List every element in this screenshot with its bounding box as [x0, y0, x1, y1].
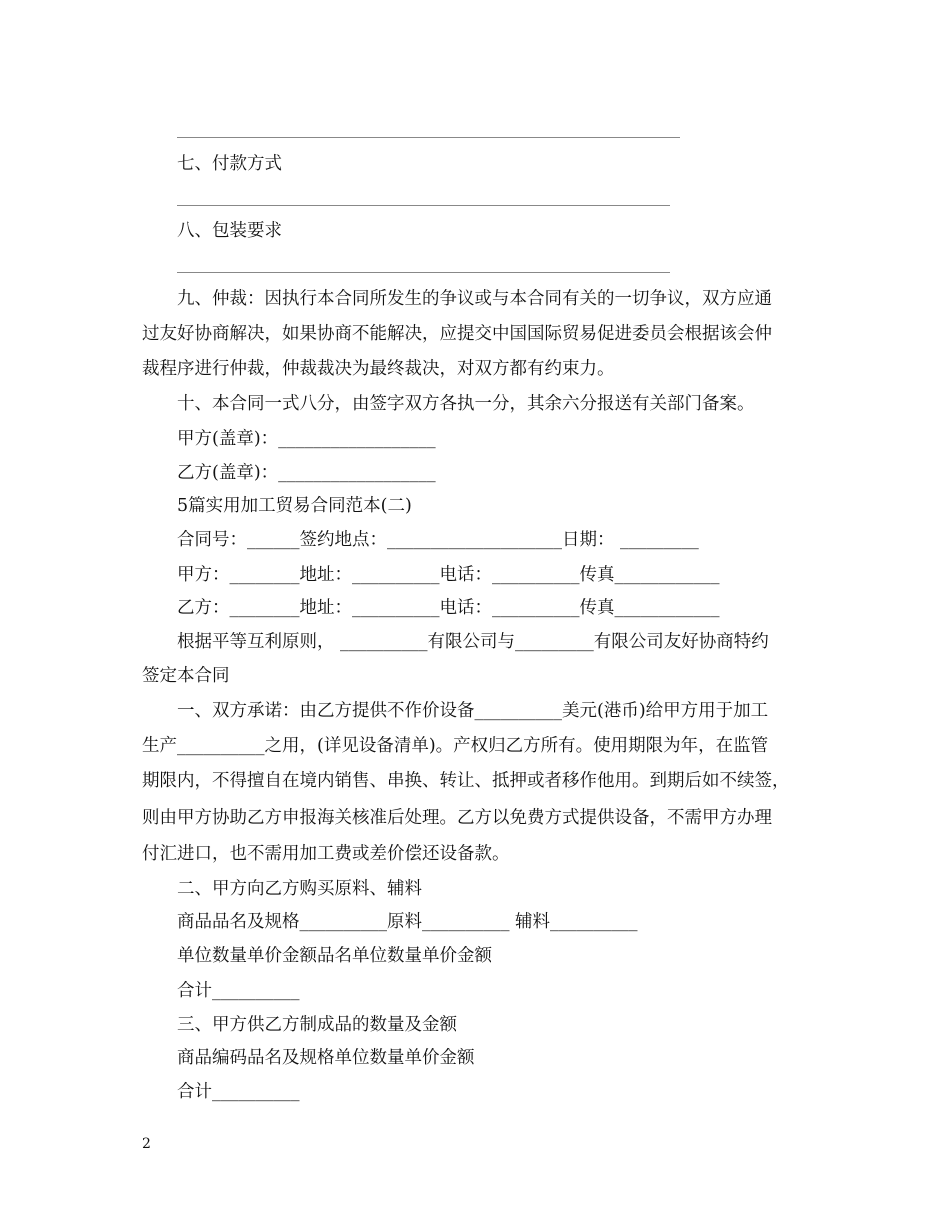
contract-number-line: 合同号：______签约地点：____________________日期： _________ [177, 530, 699, 550]
blank-underline [177, 272, 670, 273]
party-a-seal-line: 甲方(盖章)：__________________ [177, 429, 436, 449]
section-packaging-heading: 八、包装要求 [177, 221, 282, 241]
party-b-seal-line: 乙方(盖章)：__________________ [177, 463, 436, 483]
paragraph-line: 生产__________之用，(详见设备清单)。产权归乙方所有。使用期限为年，在监管 [142, 736, 769, 756]
paragraph-line: 付汇进口，也不需用加工费或差价偿还设备款。 [142, 844, 510, 864]
section-payment-heading: 七、付款方式 [177, 154, 282, 174]
page-number: 2 [142, 1136, 151, 1152]
paragraph-line: 过友好协商解决，如果协商不能解决，应提交中国国际贸易促进委员会根据该会仲 [142, 324, 772, 344]
paragraph-line: 裁程序进行仲裁，仲裁裁决为最终裁决，对双方都有约束力。 [142, 359, 615, 379]
paragraph-line: 一、双方承诺：由乙方提供不作价设备__________美元(港币)给甲方用于加工 [177, 701, 769, 721]
paragraph-line: 签定本合同 [142, 666, 230, 686]
blank-underline [177, 137, 680, 138]
party-b-info-line: 乙方：________地址：__________电话：__________传真____________ [177, 598, 720, 618]
party-a-info-line: 甲方：________地址：__________电话：__________传真____________ [177, 565, 720, 585]
total-line: 合计__________ [177, 1082, 300, 1102]
paragraph-line: 则由甲方协助乙方申报海关核准后处理。乙方以免费方式提供设备，不需甲方办理 [142, 808, 772, 828]
paragraph-line: 十、本合同一式八分，由签字双方各执一分，其余六分报送有关部门备案。 [177, 394, 755, 414]
paragraph-line: 商品编码品名及规格单位数量单价金额 [177, 1048, 475, 1068]
paragraph-line: 期限内，不得擅自在境内销售、串换、转让、抵押或者移作他用。到期后如不续签， [142, 771, 790, 791]
section-heading: 二、甲方向乙方购买原料、辅料 [177, 879, 422, 899]
section-heading: 三、甲方供乙方制成品的数量及金额 [177, 1015, 457, 1035]
total-line: 合计__________ [177, 981, 300, 1001]
paragraph-line: 根据平等互利原则， __________有限公司与_________有限公司友好协商特约 [177, 632, 769, 652]
document-subtitle: 5篇实用加工贸易合同范本(二) [177, 496, 412, 516]
paragraph-line: 单位数量单价金额品名单位数量单价金额 [177, 946, 492, 966]
blank-underline [177, 205, 670, 206]
paragraph-line: 九、仲裁：因执行本合同所发生的争议或与本合同有关的一切争议，双方应通 [177, 289, 772, 309]
paragraph-line: 商品品名及规格__________原料__________ 辅料__________ [177, 912, 638, 932]
